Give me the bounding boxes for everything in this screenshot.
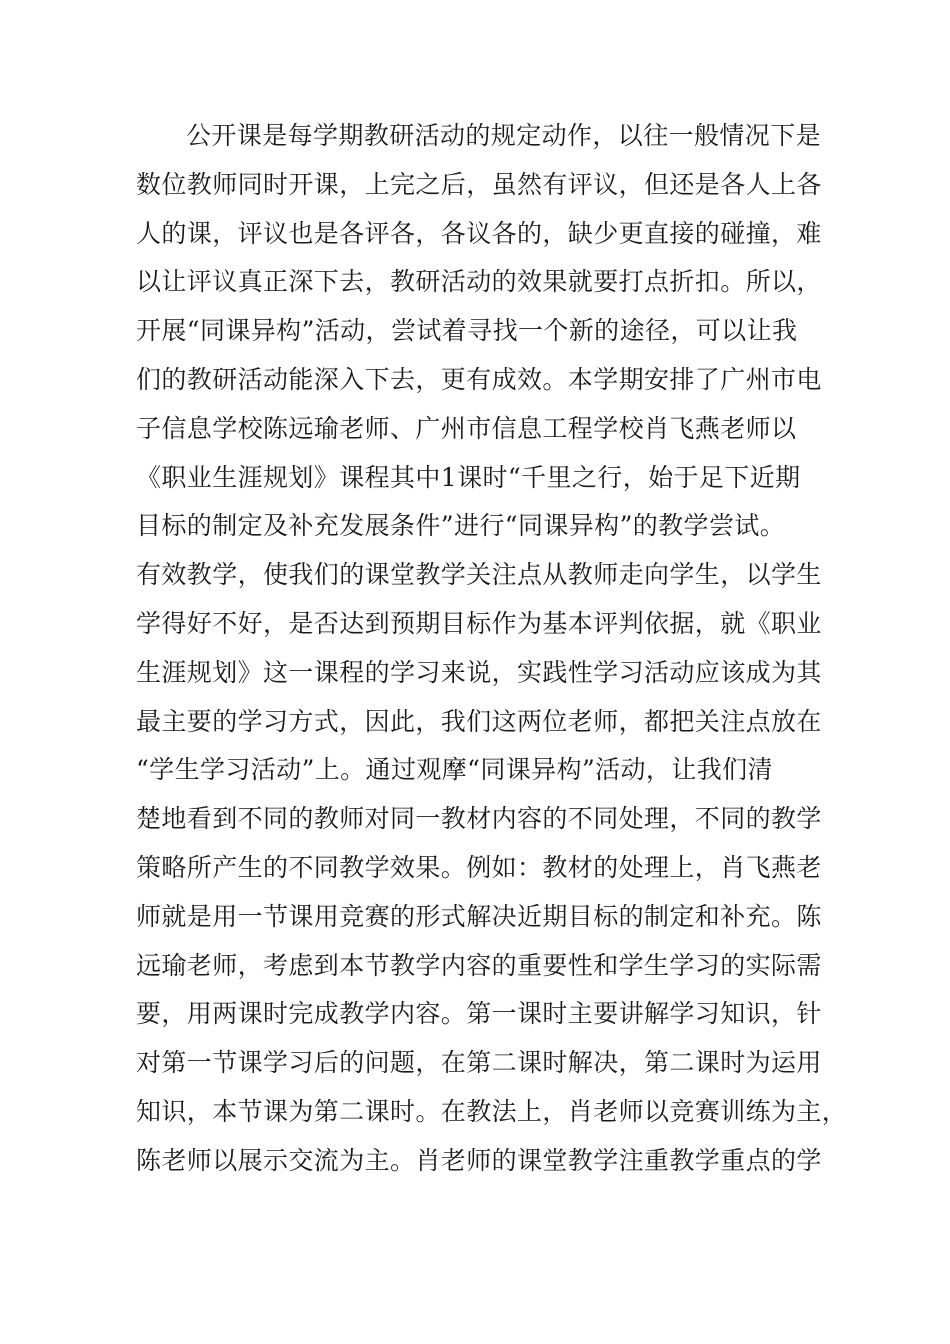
text-line: 们的教研活动能深入下去，更有成效。本学期安排了广州市电	[136, 364, 822, 394]
text-line: 开展“同课异构”活动，尝试着寻找一个新的途径，可以让我	[136, 316, 798, 346]
text-line: 楚地看到不同的教师对同一教材内容的不同处理，不同的教学	[136, 804, 822, 834]
text-line: 以让评议真正深下去，教研活动的效果就要打点折扣。所以，	[136, 267, 822, 297]
text-line: 人的课，评议也是各评各，各议各的，缺少更直接的碰撞，难	[136, 218, 822, 248]
text-line: 最主要的学习方式，因此，我们这两位老师，都把关注点放在	[136, 706, 822, 736]
text-line: 策略所产生的不同教学效果。例如：教材的处理上，肖飞燕老	[136, 852, 822, 882]
text-line: 有效教学，使我们的课堂教学关注点从教师走向学生，以学生	[136, 560, 822, 590]
text-line: 远瑜老师，考虑到本节教学内容的重要性和学生学习的实际需	[136, 950, 822, 980]
body-paragraph	[136, 112, 848, 1186]
text-line: 公开课是每学期教研活动的规定动作，以往一般情况下是	[186, 121, 822, 150]
text-line: 陈老师以展示交流为主。肖老师的课堂教学注重教学重点的学	[136, 1145, 822, 1175]
text-line: 子信息学校陈远瑜老师、广州市信息工程学校肖飞燕老师以	[136, 413, 797, 443]
text-line: 要，用两课时完成教学内容。第一课时主要讲解学习知识，针	[136, 999, 822, 1029]
text-line: 对第一节课学习后的问题，在第二课时解决，第二课时为运用	[136, 1048, 822, 1078]
text-line: 学得好不好，是否达到预期目标作为基本评判依据，就《职业	[136, 608, 822, 638]
text-line: “学生学习活动”上。通过观摩“同课异构”活动，让我们清	[136, 755, 773, 785]
text-line: 知识，本节课为第二课时。在教法上，肖老师以竞赛训练为主，	[136, 1096, 848, 1126]
text-line: 目标的制定及补充发展条件”进行“同课异构”的教学尝试。	[136, 511, 786, 541]
text-line: 师就是用一节课用竞赛的形式解决近期目标的制定和补充。陈	[136, 901, 822, 931]
text-line: 生涯规划》这一课程的学习来说，实践性学习活动应该成为其	[136, 657, 822, 687]
text-line: 数位教师同时开课，上完之后，虽然有评议，但还是各人上各	[136, 169, 822, 199]
text-line: 《职业生涯规划》课程其中1课时“千里之行，始于足下近期	[136, 462, 801, 492]
